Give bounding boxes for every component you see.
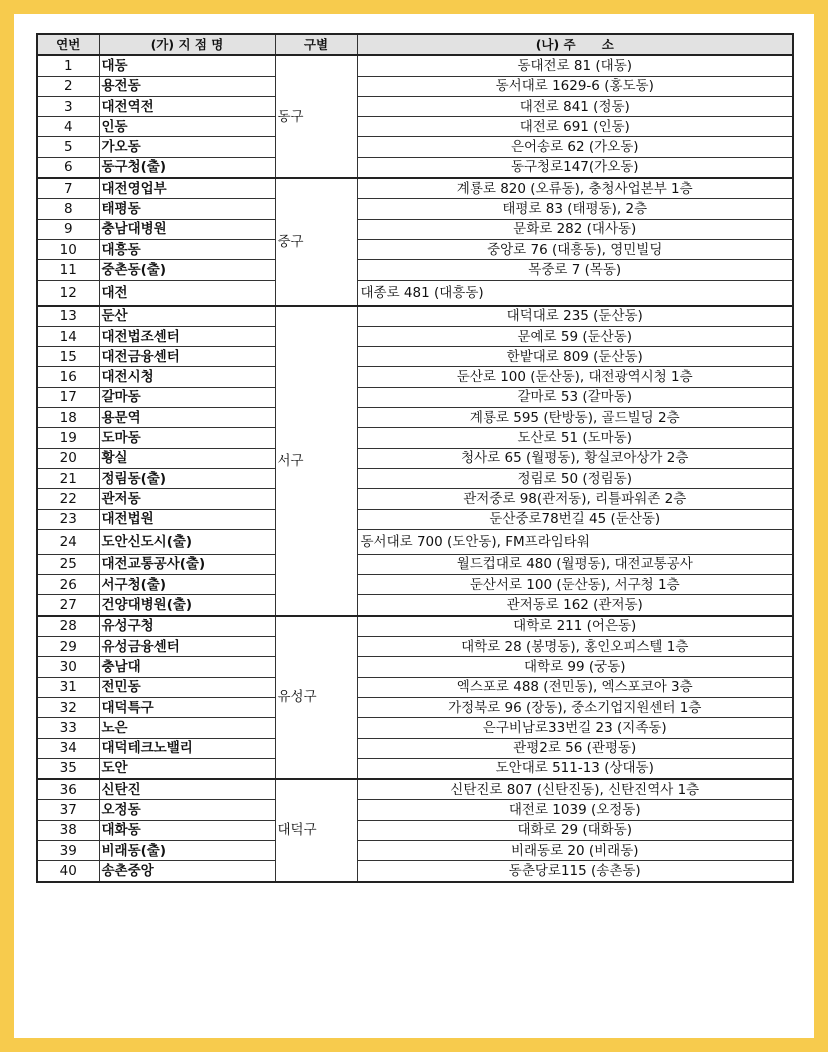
branch-name: 가오동 (99, 137, 275, 157)
row-number: 39 (37, 840, 99, 860)
table-row (37, 820, 793, 840)
branch-name: 도마동 (99, 428, 275, 448)
branch-name: 대전영업부 (99, 178, 275, 199)
branch-address: 태평로 83 (태평동), 2층 (357, 199, 793, 219)
header-no: 연번 (37, 34, 99, 55)
branch-name: 대전금융센터 (99, 347, 275, 367)
branch-address: 문화로 282 (대사동) (357, 219, 793, 239)
row-number: 8 (37, 199, 99, 219)
branch-address: 계룡로 595 (탄방동), 골드빌딩 2층 (357, 408, 793, 428)
table-body (37, 55, 793, 881)
branch-address: 동구청로147(가오동) (357, 157, 793, 178)
row-number: 23 (37, 509, 99, 529)
branch-address: 신탄진로 807 (신탄진동), 신탄진역사 1층 (357, 779, 793, 800)
row-number: 15 (37, 347, 99, 367)
branch-name: 관저동 (99, 489, 275, 509)
branch-name: 송촌중앙 (99, 861, 275, 882)
branch-name: 오정동 (99, 800, 275, 820)
row-number: 7 (37, 178, 99, 199)
table-row (37, 861, 793, 882)
row-number: 28 (37, 616, 99, 637)
branch-address: 대덕대로 235 (둔산동) (357, 306, 793, 327)
district-cell: 동구 (275, 55, 357, 178)
table-row (37, 800, 793, 820)
table-row (37, 219, 793, 239)
branch-address: 동대전로 81 (대동) (357, 55, 793, 76)
table-row (37, 637, 793, 657)
branch-name: 황실 (99, 448, 275, 468)
branch-name: 둔산 (99, 306, 275, 327)
district-cell: 대덕구 (275, 779, 357, 881)
row-number: 20 (37, 448, 99, 468)
branch-name: 대전시청 (99, 367, 275, 387)
branch-address: 대화로 29 (대화동) (357, 820, 793, 840)
row-number: 16 (37, 367, 99, 387)
branch-name: 건양대병원(출) (99, 595, 275, 616)
row-number: 11 (37, 260, 99, 280)
row-number: 2 (37, 76, 99, 96)
table-row (37, 96, 793, 116)
table-row (37, 55, 793, 76)
branch-address: 관저동로 162 (관저동) (357, 595, 793, 616)
table-row (37, 326, 793, 346)
row-number: 34 (37, 738, 99, 758)
row-number: 25 (37, 554, 99, 574)
table-row (37, 157, 793, 178)
branch-name: 대흥동 (99, 239, 275, 259)
district-cell: 중구 (275, 178, 357, 305)
table-row (37, 738, 793, 758)
branch-address: 관평2로 56 (관평동) (357, 738, 793, 758)
row-number: 35 (37, 758, 99, 779)
branch-name: 대화동 (99, 820, 275, 840)
branch-name: 중촌동(출) (99, 260, 275, 280)
table-row (37, 657, 793, 677)
table-row (37, 468, 793, 488)
branch-name: 유성구청 (99, 616, 275, 637)
branch-address: 월드컵대로 480 (월평동), 대전교통공사 (357, 554, 793, 574)
row-number: 29 (37, 637, 99, 657)
branch-address: 중앙로 76 (대흥동), 영민빌딩 (357, 239, 793, 259)
header-branch-name: (가) 지 점 명 (99, 34, 275, 55)
branch-name: 갈마동 (99, 387, 275, 407)
table-row (37, 199, 793, 219)
branch-address: 동서대로 700 (도안동), FM프라임타워 (357, 529, 793, 554)
branch-address: 은어송로 62 (가오동) (357, 137, 793, 157)
branch-name: 대덕테크노밸리 (99, 738, 275, 758)
table-row (37, 117, 793, 137)
row-number: 31 (37, 677, 99, 697)
branch-address: 둔산서로 100 (둔산동), 서구청 1층 (357, 575, 793, 595)
branch-name: 도안 (99, 758, 275, 779)
branch-address: 문예로 59 (둔산동) (357, 326, 793, 346)
table-row (37, 280, 793, 306)
row-number: 19 (37, 428, 99, 448)
table-row (37, 260, 793, 280)
table-row (37, 697, 793, 717)
table-row (37, 758, 793, 779)
branch-address: 청사로 65 (월평동), 황실코아상가 2층 (357, 448, 793, 468)
branch-address: 은구비남로33번길 23 (지족동) (357, 718, 793, 738)
branch-name: 태평동 (99, 199, 275, 219)
row-number: 14 (37, 326, 99, 346)
row-number: 6 (37, 157, 99, 178)
table-row (37, 554, 793, 574)
table-row (37, 239, 793, 259)
branch-name: 노은 (99, 718, 275, 738)
table-row (37, 306, 793, 327)
branch-address: 대학로 28 (봉명동), 홍인오피스텔 1층 (357, 637, 793, 657)
table-row (37, 677, 793, 697)
branch-name: 동구청(출) (99, 157, 275, 178)
branch-address: 대전로 1039 (오정동) (357, 800, 793, 820)
branch-name: 비래동(출) (99, 840, 275, 860)
branch-name: 충남대 (99, 657, 275, 677)
row-number: 10 (37, 239, 99, 259)
row-number: 37 (37, 800, 99, 820)
branch-name: 충남대병원 (99, 219, 275, 239)
branch-address: 동춘당로115 (송촌동) (357, 861, 793, 882)
row-number: 24 (37, 529, 99, 554)
table-row (37, 76, 793, 96)
branch-name: 서구청(출) (99, 575, 275, 595)
branch-name: 대전교통공사(출) (99, 554, 275, 574)
branch-address: 계룡로 820 (오류동), 충청사업본부 1층 (357, 178, 793, 199)
table-row (37, 718, 793, 738)
branch-address: 동서대로 1629-6 (홍도동) (357, 76, 793, 96)
row-number: 27 (37, 595, 99, 616)
branch-address: 목중로 7 (목동) (357, 260, 793, 280)
branch-name: 신탄진 (99, 779, 275, 800)
branch-name: 인동 (99, 117, 275, 137)
row-number: 36 (37, 779, 99, 800)
branch-address: 대전로 691 (인동) (357, 117, 793, 137)
branch-address: 대학로 211 (어은동) (357, 616, 793, 637)
branch-address: 한밭대로 809 (둔산동) (357, 347, 793, 367)
branch-address: 엑스포로 488 (전민동), 엑스포코아 3층 (357, 677, 793, 697)
row-number: 3 (37, 96, 99, 116)
branch-address: 비래동로 20 (비래동) (357, 840, 793, 860)
table-row (37, 367, 793, 387)
table-row (37, 489, 793, 509)
row-number: 38 (37, 820, 99, 840)
branch-address: 관저중로 98(관저동), 리틀파워존 2층 (357, 489, 793, 509)
branch-address: 둔산로 100 (둔산동), 대전광역시청 1층 (357, 367, 793, 387)
branch-address: 대종로 481 (대흥동) (357, 280, 793, 306)
branch-name: 유성금융센터 (99, 637, 275, 657)
row-number: 22 (37, 489, 99, 509)
branch-name: 대전법원 (99, 509, 275, 529)
district-cell: 서구 (275, 306, 357, 616)
branch-address: 가정북로 96 (장동), 중소기업지원센터 1층 (357, 697, 793, 717)
row-number: 40 (37, 861, 99, 882)
row-number: 13 (37, 306, 99, 327)
row-number: 33 (37, 718, 99, 738)
table-row (37, 428, 793, 448)
document-sheet (14, 14, 814, 1038)
table-row (37, 408, 793, 428)
table-row (37, 137, 793, 157)
branch-address: 둔산중로78번길 45 (둔산동) (357, 509, 793, 529)
header-district: 구별 (275, 34, 357, 55)
branch-address: 도산로 51 (도마동) (357, 428, 793, 448)
table-row (37, 387, 793, 407)
branch-name: 전민동 (99, 677, 275, 697)
branch-address: 갈마로 53 (갈마동) (357, 387, 793, 407)
table-row (37, 575, 793, 595)
branch-name: 대동 (99, 55, 275, 76)
branch-name: 정림동(출) (99, 468, 275, 488)
table-row (37, 840, 793, 860)
table-row (37, 595, 793, 616)
row-number: 5 (37, 137, 99, 157)
branch-name: 용전동 (99, 76, 275, 96)
branch-address: 대전로 841 (정동) (357, 96, 793, 116)
row-number: 1 (37, 55, 99, 76)
row-number: 12 (37, 280, 99, 306)
branch-name: 도안신도시(출) (99, 529, 275, 554)
table-row (37, 616, 793, 637)
table-row (37, 178, 793, 199)
table-row (37, 529, 793, 554)
row-number: 17 (37, 387, 99, 407)
branch-name: 용문역 (99, 408, 275, 428)
row-number: 4 (37, 117, 99, 137)
row-number: 18 (37, 408, 99, 428)
district-cell: 유성구 (275, 616, 357, 779)
table-header-row (37, 34, 793, 55)
table-row (37, 509, 793, 529)
header-address: (나) 주 소 (357, 34, 793, 55)
branch-address: 정림로 50 (정림동) (357, 468, 793, 488)
branch-name: 대전법조센터 (99, 326, 275, 346)
table-row (37, 448, 793, 468)
branch-address: 도안대로 511-13 (상대동) (357, 758, 793, 779)
branch-name: 대전역전 (99, 96, 275, 116)
row-number: 9 (37, 219, 99, 239)
branch-name: 대전 (99, 280, 275, 306)
table-row (37, 779, 793, 800)
branch-address: 대학로 99 (궁동) (357, 657, 793, 677)
table-row (37, 347, 793, 367)
row-number: 30 (37, 657, 99, 677)
branch-name: 대덕특구 (99, 697, 275, 717)
row-number: 21 (37, 468, 99, 488)
row-number: 32 (37, 697, 99, 717)
row-number: 26 (37, 575, 99, 595)
branch-address-table (36, 33, 794, 883)
